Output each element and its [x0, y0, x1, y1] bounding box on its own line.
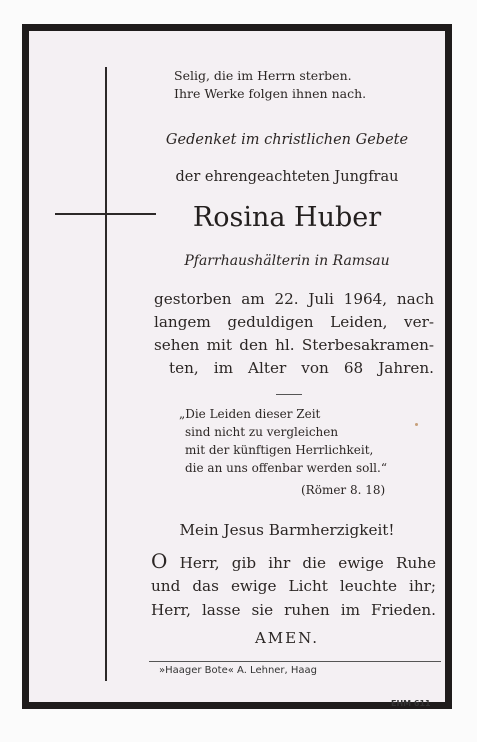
quote-line-4: die an uns offenbar werden soll.“: [185, 461, 387, 475]
intro-line-1: Gedenket im christlichen Gebete: [165, 132, 409, 148]
cross-vertical-bar: [105, 67, 107, 681]
quote-line-3: mit der künftigen Herrlichkeit,: [185, 443, 374, 457]
separator-rule: [276, 394, 302, 395]
quote-line-1: „Die Leiden dieser Zeit: [179, 407, 321, 421]
quote-line-2: sind nicht zu vergleichen: [185, 425, 339, 439]
amen: AMEN.: [254, 629, 320, 647]
paper-spot: [415, 423, 418, 426]
deceased-name: Rosina Huber: [192, 202, 382, 233]
epigraph-line-1: Selig, die im Herrn sterben.: [174, 68, 352, 83]
printer-imprint: »Haager Bote« A. Lehner, Haag: [159, 665, 318, 676]
epigraph-line-2: Ihre Werke folgen ihnen nach.: [174, 86, 367, 101]
prayer-line-3: Herr, lasse sie ruhen im Frieden.: [151, 601, 436, 619]
body-line-3: sehen mit den hl. Sterbesakramen-: [154, 336, 434, 354]
print-code: EHM 611: [391, 699, 431, 708]
memorial-card: [22, 24, 452, 709]
body-line-1: gestorben am 22. Juli 1964, nach: [154, 290, 434, 308]
body-line-4: ten, im Alter von 68 Jahren.: [169, 359, 434, 377]
mercy-line: Mein Jesus Barmherzigkeit!: [179, 521, 395, 539]
prayer-dropcap: O: [151, 549, 168, 573]
deceased-occupation: Pfarrhaushälterin in Ramsau: [184, 253, 390, 269]
intro-line-2: der ehrengeachteten Jungfrau: [175, 169, 399, 185]
bottom-rule: [149, 661, 441, 662]
prayer-line-1-text: Herr, gib ihr die ewige Ruhe: [179, 554, 437, 572]
prayer-line-1: [151, 549, 436, 573]
quote-reference: (Römer 8. 18): [301, 483, 386, 497]
prayer-line-2: und das ewige Licht leuchte ihr;: [151, 577, 436, 595]
body-line-2: langem geduldigen Leiden, ver-: [154, 313, 434, 331]
